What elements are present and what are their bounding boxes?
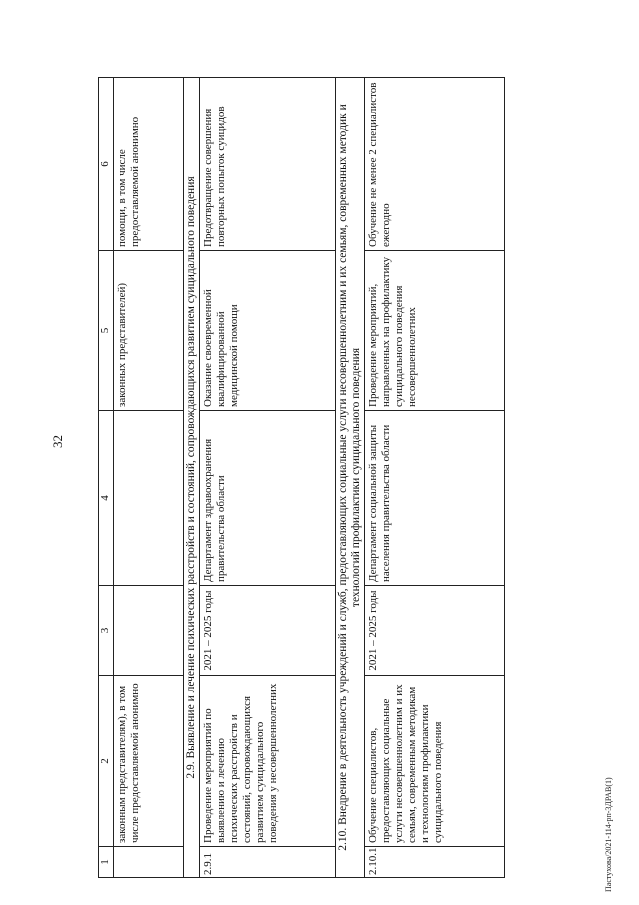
cell-continuation-name: законным представителям), в том числе предоставляемой анонимно — [114, 676, 184, 847]
header-col-4: 4 — [99, 411, 114, 586]
cell-name: Проведение мероприятий по выявлению и лечению психических расстройств и состояний, сопровождающихся развитием суицидального поведения у несовершеннолетних — [200, 676, 336, 847]
header-col-5: 5 — [99, 251, 114, 411]
header-col-1: 1 — [99, 847, 114, 878]
cell-period: 2021 – 2025 годы — [200, 586, 336, 676]
section-title-2-10: 2.10. Внедрение в деятельность учреждений и служб, предоставляющих социальные услуги несовершеннолетним и их семьям, современных методик и технологий профилактики суицидального поведения — [336, 78, 365, 878]
header-col-6: 6 — [99, 78, 114, 251]
table-row-2-9-1 — [200, 78, 336, 878]
document-footer: Пастухова/2021-114-рп-3ДРАВ(1) — [604, 777, 613, 892]
page-number: 32 — [50, 435, 65, 448]
cell-num: 2.9.1 — [200, 847, 336, 878]
section-row-2-9 — [184, 78, 200, 878]
section-row-2-10 — [336, 78, 365, 878]
cell-name: Обучение специалистов, предоставляющих социальные услуги несовершеннолетним и их семьям, современным методикам и технологиям профилактики суицидального поведения — [365, 676, 505, 847]
cell-executor: Департамент здравоохранения правительства области — [200, 411, 336, 586]
cell-continuation-effect: помощи, в том числе предоставляемой анонимно — [114, 78, 184, 251]
section-title-2-9: 2.9. Выявление и лечение психических расстройств и состояний, сопровождающихся развитием суицидального поведения — [184, 78, 200, 878]
cell-executor: Департамент социальной защиты населения правительства области — [365, 411, 505, 586]
cell-result: Оказание своевременной квалифицированной медицинской помощи — [200, 251, 336, 411]
header-col-3: 3 — [99, 586, 114, 676]
rotated-page-content — [98, 78, 624, 878]
cell-continuation-result: законных представителей) — [114, 251, 184, 411]
cell-effect: Предотвращение совершения повторных попыток суицидов — [200, 78, 336, 251]
measures-table — [98, 77, 505, 878]
table-row-2-10-1 — [365, 78, 505, 878]
cell-empty — [114, 586, 184, 676]
cell-empty — [114, 411, 184, 586]
table-header-row — [99, 78, 114, 878]
header-col-2: 2 — [99, 676, 114, 847]
cell-period: 2021 – 2025 годы — [365, 586, 505, 676]
cell-result: Проведение мероприятий, направленных на профилактику суицидального поведения несовершеннолетних — [365, 251, 505, 411]
cell-effect: Обучение не менее 2 специалистов ежегодно — [365, 78, 505, 251]
table-row-continuation — [114, 78, 184, 878]
cell-empty — [114, 847, 184, 878]
cell-num: 2.10.1 — [365, 847, 505, 878]
